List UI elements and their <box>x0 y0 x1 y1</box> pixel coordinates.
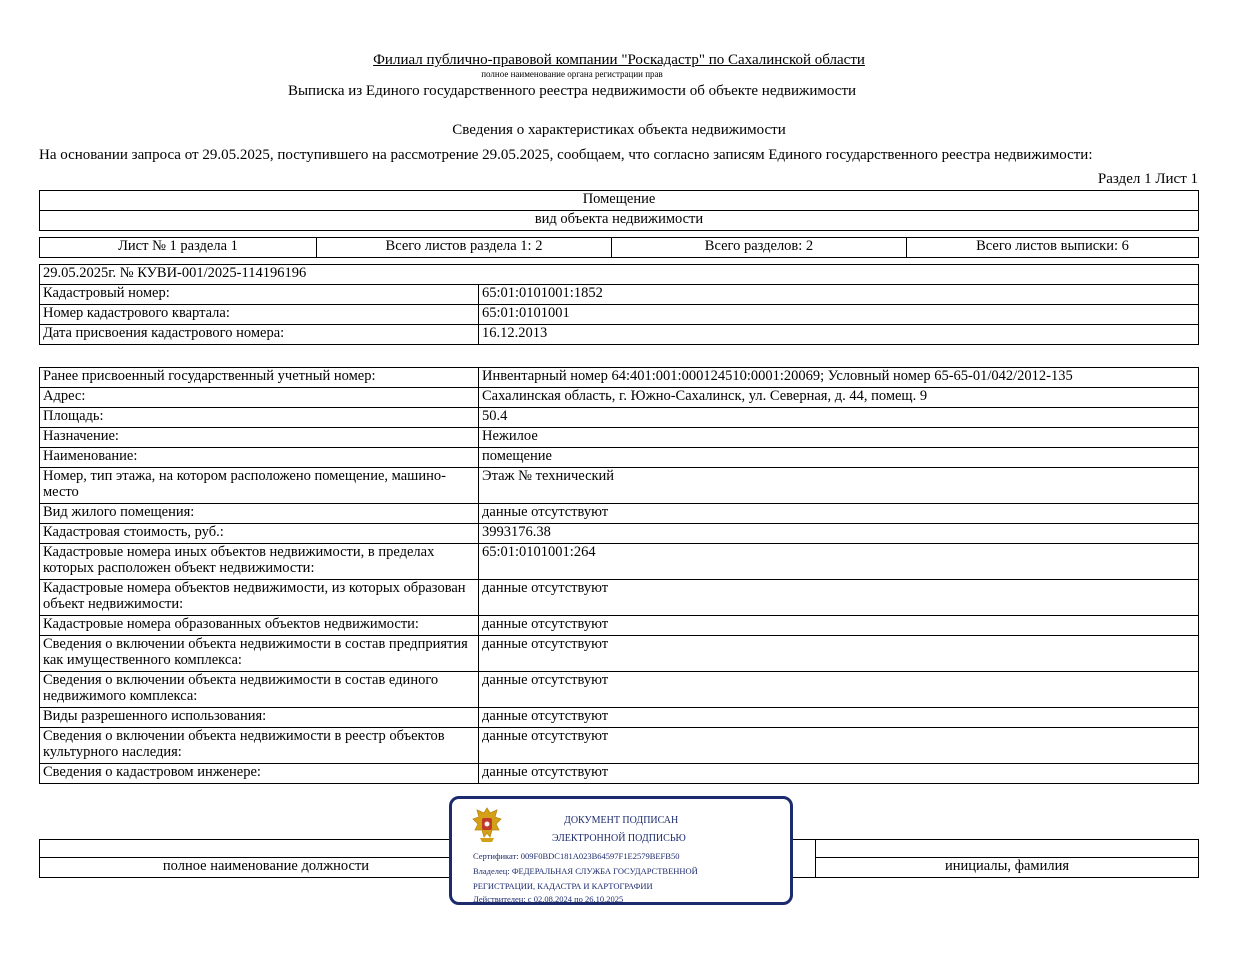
char-label: Сведения о кадастровом инженере: <box>40 764 479 784</box>
cadastral-label: Дата присвоения кадастрового номера: <box>40 325 479 345</box>
char-value: помещение <box>479 448 1199 468</box>
sheet-info-cell: Всего листов выписки: 6 <box>907 238 1199 258</box>
object-type: Помещение <box>40 191 1199 211</box>
char-value: данные отсутствуют <box>479 728 1199 764</box>
cadastral-value: 65:01:0101001:1852 <box>479 285 1199 305</box>
e-signature-stamp <box>449 796 793 905</box>
sheet-info-cell: Всего разделов: 2 <box>612 238 907 258</box>
cadastral-value: 65:01:0101001 <box>479 305 1199 325</box>
char-label: Кадастровые номера образованных объектов недвижимости: <box>40 616 479 636</box>
char-label: Сведения о включении объекта недвижимости в состав единого недвижимого комплекса: <box>40 672 479 708</box>
stamp-owner2: РЕГИСТРАЦИИ, КАДАСТРА И КАРТОГРАФИИ <box>473 881 653 891</box>
char-label: Сведения о включении объекта недвижимости в состав предприятия как имущественного комплекса: <box>40 636 479 672</box>
char-value: 3993176.38 <box>479 524 1199 544</box>
char-value: данные отсутствуют <box>479 764 1199 784</box>
section-title: Сведения о характеристиках объекта недвижимости <box>452 122 786 138</box>
char-label: Назначение: <box>40 428 479 448</box>
char-value: данные отсутствуют <box>479 580 1199 616</box>
char-value: 50.4 <box>479 408 1199 428</box>
char-value: данные отсутствуют <box>479 672 1199 708</box>
sheet-info-cell: Лист № 1 раздела 1 <box>40 238 317 258</box>
intro-text: На основании запроса от 29.05.2025, поступившего на рассмотрение 29.05.2025, сообщаем, что согласно записям Единого государственного реестра недвижимости: <box>39 147 1093 163</box>
cadastral-label: Номер кадастрового квартала: <box>40 305 479 325</box>
cadastral-label: Кадастровый номер: <box>40 285 479 305</box>
doc-number: 29.05.2025г. № КУВИ-001/2025-114196196 <box>40 265 1199 285</box>
char-value: 65:01:0101001:264 <box>479 544 1199 580</box>
char-label: Сведения о включении объекта недвижимости в реестр объектов культурного наследия: <box>40 728 479 764</box>
characteristics-table <box>39 367 1199 784</box>
object-type-caption: вид объекта недвижимости <box>40 211 1199 231</box>
char-value: данные отсутствуют <box>479 504 1199 524</box>
position-caption: полное наименование должности <box>40 858 493 878</box>
char-value: данные отсутствуют <box>479 636 1199 672</box>
stamp-certificate: Сертификат: 009F0BDC181A023B64597F1E2579BEFB50 <box>473 851 680 861</box>
org-name: Филиал публично-правовой компании "Роскадастр" по Сахалинской области <box>373 52 865 68</box>
char-value: Этаж № технический <box>479 468 1199 504</box>
stamp-valid: Действителен: с 02.08.2024 по 26.10.2025 <box>473 894 624 904</box>
stamp-owner1: Владелец: ФЕДЕРАЛЬНАЯ СЛУЖБА ГОСУДАРСТВЕННОЙ <box>473 866 698 876</box>
object-type-table <box>39 190 1199 231</box>
stamp-line1: ДОКУМЕНТ ПОДПИСАН <box>564 815 679 826</box>
char-value: данные отсутствуют <box>479 616 1199 636</box>
char-label: Виды разрешенного использования: <box>40 708 479 728</box>
org-caption: полное наименование органа регистрации прав <box>481 69 663 79</box>
char-label: Номер, тип этажа, на котором расположено помещение, машино-место <box>40 468 479 504</box>
cadastral-table <box>39 264 1199 345</box>
stamp-line2: ЭЛЕКТРОННОЙ ПОДПИСЬЮ <box>552 833 686 844</box>
char-label: Адрес: <box>40 388 479 408</box>
char-label: Вид жилого помещения: <box>40 504 479 524</box>
sheet-ref: Раздел 1 Лист 1 <box>1097 171 1198 187</box>
char-label: Кадастровая стоимость, руб.: <box>40 524 479 544</box>
sheet-info-table <box>39 237 1199 258</box>
char-value: данные отсутствуют <box>479 708 1199 728</box>
char-value: Нежилое <box>479 428 1199 448</box>
char-label: Наименование: <box>40 448 479 468</box>
char-value: Инвентарный номер 64:401:001:000124510:0001:20069; Условный номер 65-65-01/042/2012-135 <box>479 368 1199 388</box>
cadastral-value: 16.12.2013 <box>479 325 1199 345</box>
sheet-info-cell: Всего листов раздела 1: 2 <box>317 238 612 258</box>
char-label: Кадастровые номера иных объектов недвижимости, в пределах которых расположен объект недвижимости: <box>40 544 479 580</box>
char-label: Ранее присвоенный государственный учетный номер: <box>40 368 479 388</box>
coat-of-arms-icon <box>470 805 504 845</box>
char-label: Площадь: <box>40 408 479 428</box>
char-label: Кадастровые номера объектов недвижимости, из которых образован объект недвижимости: <box>40 580 479 616</box>
doc-title: Выписка из Единого государственного реестра недвижимости об объекте недвижимости <box>287 83 857 99</box>
name-caption: инициалы, фамилия <box>816 858 1199 878</box>
char-value: Сахалинская область, г. Южно-Сахалинск, ул. Северная, д. 44, помещ. 9 <box>479 388 1199 408</box>
